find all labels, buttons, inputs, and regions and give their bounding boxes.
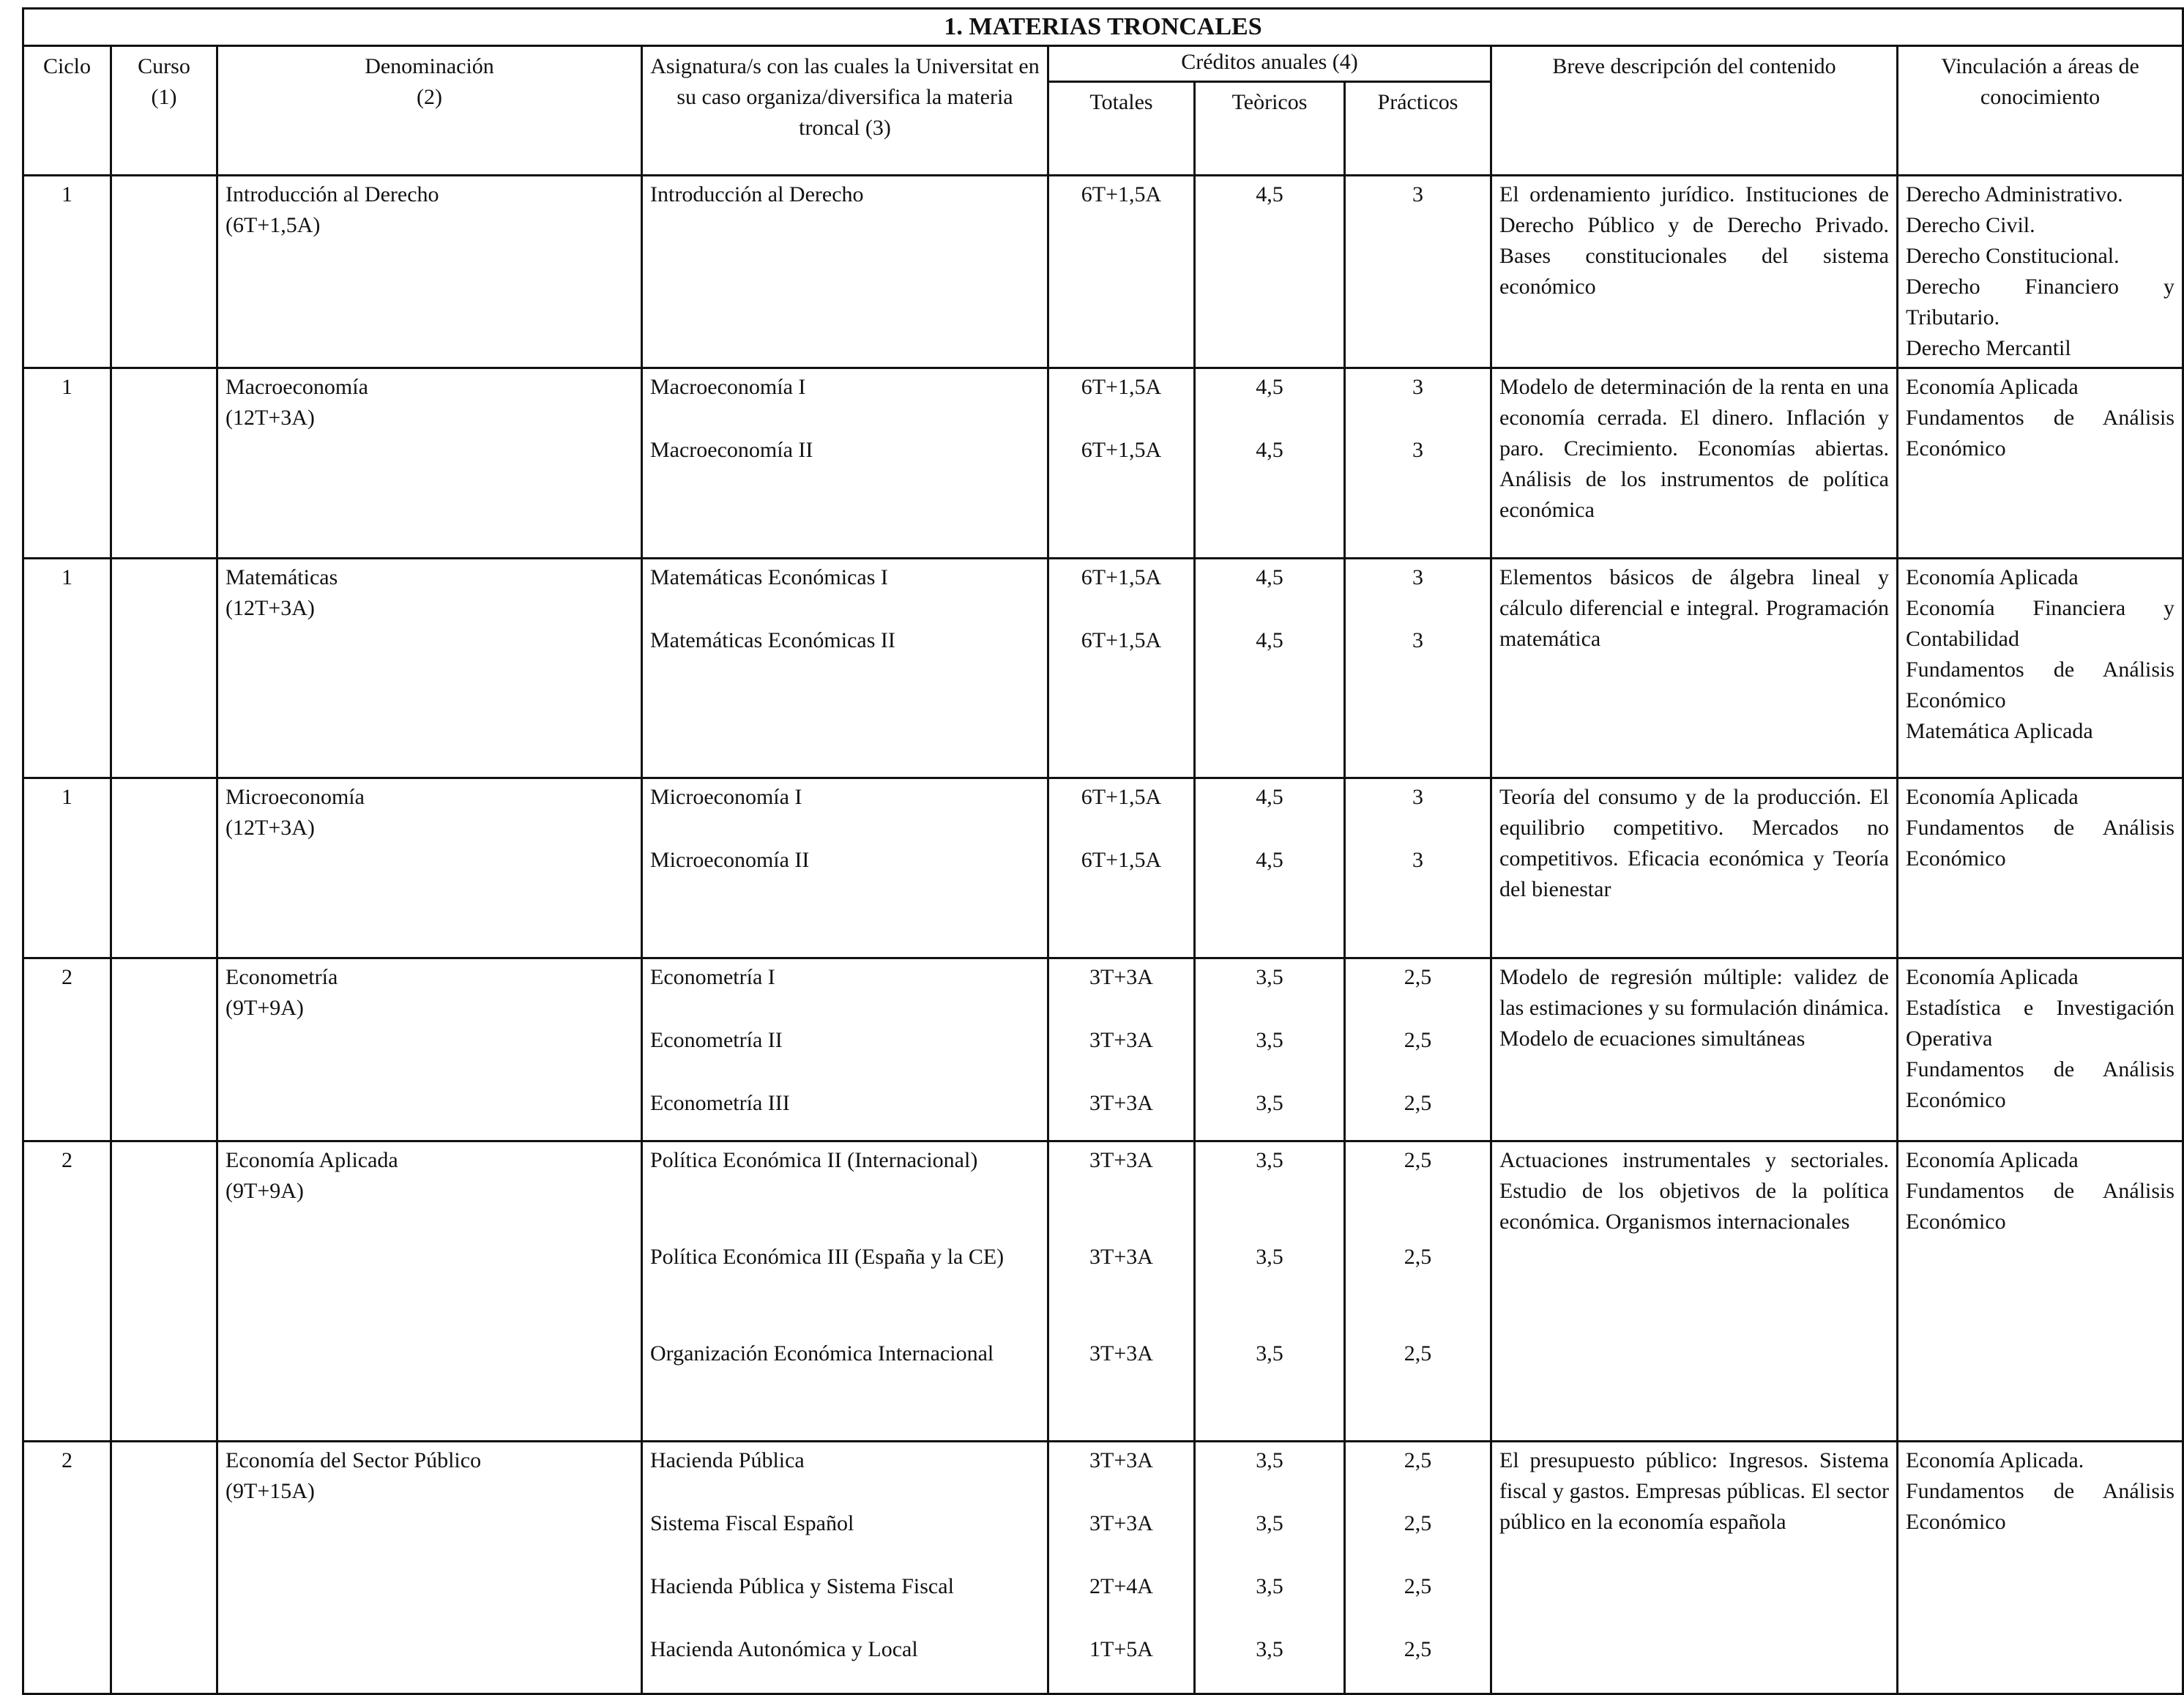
denominacion-cell xyxy=(217,778,642,958)
ciclo-cell: 1 xyxy=(23,778,111,958)
creditos-teoricos: 4,5 xyxy=(1256,847,1283,872)
vinculacion-area: Fundamentos de Análisis Económico xyxy=(1906,657,2175,712)
creditos-totales: 1T+5A xyxy=(1089,1636,1153,1661)
denominacion-name: Economía Aplicada xyxy=(226,1147,398,1172)
asignatura-name: Macroeconomía II xyxy=(650,437,813,462)
curso-cell xyxy=(111,558,217,778)
practicos-cell xyxy=(1345,368,1491,558)
practicos-cell xyxy=(1345,1441,1491,1694)
descripcion-cell: El presupuesto público: Ingresos. Sistema fiscal y gastos. Empresas públicas. El sector público en la economía española xyxy=(1491,1441,1898,1694)
teoricos-cell xyxy=(1195,1141,1345,1441)
asignatura-name: Hacienda Autonómica y Local xyxy=(650,1636,918,1661)
creditos-totales: 6T+1,5A xyxy=(1081,627,1162,652)
header-creditos: Créditos anuales (4) xyxy=(1048,45,1491,81)
header-practicos: Prácticos xyxy=(1345,81,1491,175)
ciclo-cell: 1 xyxy=(23,175,111,368)
totales-cell xyxy=(1048,958,1195,1141)
table-row xyxy=(23,778,2183,958)
asignaturas-cell xyxy=(642,175,1048,368)
creditos-practicos: 2,5 xyxy=(1404,1448,1432,1472)
creditos-totales: 2T+4A xyxy=(1089,1573,1153,1598)
vinculacion-area: Economía Financiera y Contabilidad xyxy=(1906,595,2175,651)
header-ciclo: Ciclo xyxy=(23,45,111,175)
denominacion-credits: (9T+15A) xyxy=(226,1478,315,1503)
creditos-teoricos: 3,5 xyxy=(1256,1027,1283,1052)
totales-cell xyxy=(1048,1441,1195,1694)
table-row xyxy=(23,1441,2183,1694)
creditos-teoricos: 3,5 xyxy=(1256,1244,1283,1269)
denominacion-cell xyxy=(217,1141,642,1441)
creditos-teoricos: 4,5 xyxy=(1256,182,1283,206)
creditos-teoricos: 3,5 xyxy=(1256,1510,1283,1535)
vinculacion-area: Estadística e Investigación Operativa xyxy=(1906,995,2175,1051)
creditos-practicos: 3 xyxy=(1412,565,1423,589)
creditos-totales: 6T+1,5A xyxy=(1081,565,1162,589)
vinculacion-area: Economía Aplicada xyxy=(1906,565,2079,589)
header-teoricos: Teòricos xyxy=(1195,81,1345,175)
vinculacion-area: Economía Aplicada xyxy=(1906,784,2079,809)
creditos-teoricos: 3,5 xyxy=(1256,1448,1283,1472)
creditos-totales: 3T+3A xyxy=(1089,1027,1153,1052)
asignatura-name: Macroeconomía I xyxy=(650,374,806,399)
asignatura-name: Política Económica III (España y la CE) xyxy=(650,1244,1005,1269)
asignaturas-cell xyxy=(642,558,1048,778)
practicos-cell xyxy=(1345,558,1491,778)
curso-cell xyxy=(111,778,217,958)
header-denominacion-label: Denominación xyxy=(365,53,494,78)
asignatura-name: Econometría I xyxy=(650,964,775,989)
creditos-practicos: 2,5 xyxy=(1404,1090,1432,1115)
vinculacion-area: Fundamentos de Análisis Económico xyxy=(1906,815,2175,871)
vinculacion-area: Derecho Civil. xyxy=(1906,212,2035,237)
denominacion-cell xyxy=(217,175,642,368)
creditos-teoricos: 3,5 xyxy=(1256,1341,1283,1366)
vinculacion-area: Derecho Financiero y Tributario. xyxy=(1906,274,2175,329)
asignatura-name: Hacienda Pública y Sistema Fiscal xyxy=(650,1573,954,1598)
header-asignaturas: Asignatura/s con las cuales la Universitat en su caso organiza/diversifica la materia troncal (3) xyxy=(642,45,1048,175)
totales-cell xyxy=(1048,175,1195,368)
vinculacion-cell xyxy=(1898,958,2183,1141)
ciclo-cell: 2 xyxy=(23,1141,111,1441)
creditos-totales: 3T+3A xyxy=(1089,1090,1153,1115)
denominacion-name: Microeconomía xyxy=(226,784,365,809)
vinculacion-cell xyxy=(1898,558,2183,778)
header-descripcion: Breve descripción del contenido xyxy=(1491,45,1898,175)
creditos-practicos: 3 xyxy=(1412,847,1423,872)
header-vinculacion: Vinculación a áreas de conocimiento xyxy=(1898,45,2183,175)
asignaturas-cell xyxy=(642,958,1048,1141)
materias-troncales-table xyxy=(22,7,2184,1695)
creditos-practicos: 2,5 xyxy=(1404,964,1432,989)
descripcion-cell: Actuaciones instrumentales y sectoriales. Estudio de los objetivos de la política económica. Organismos internacionales xyxy=(1491,1141,1898,1441)
asignaturas-cell xyxy=(642,368,1048,558)
totales-cell xyxy=(1048,368,1195,558)
denominacion-name: Economía del Sector Público xyxy=(226,1448,482,1472)
ciclo-cell: 1 xyxy=(23,368,111,558)
totales-cell xyxy=(1048,558,1195,778)
curso-cell xyxy=(111,1141,217,1441)
creditos-practicos: 3 xyxy=(1412,437,1423,462)
asignatura-name: Matemáticas Económicas II xyxy=(650,627,895,652)
denominacion-cell xyxy=(217,558,642,778)
creditos-teoricos: 4,5 xyxy=(1256,565,1283,589)
ciclo-cell: 2 xyxy=(23,1441,111,1694)
creditos-totales: 3T+3A xyxy=(1089,1448,1153,1472)
header-curso xyxy=(111,45,217,175)
creditos-teoricos: 3,5 xyxy=(1256,1573,1283,1598)
asignatura-name: Política Económica II (Internacional) xyxy=(650,1147,978,1172)
vinculacion-cell xyxy=(1898,368,2183,558)
vinculacion-cell xyxy=(1898,1441,2183,1694)
teoricos-cell xyxy=(1195,778,1345,958)
ciclo-cell: 1 xyxy=(23,558,111,778)
teoricos-cell xyxy=(1195,175,1345,368)
asignatura-name: Introducción al Derecho xyxy=(650,182,864,206)
vinculacion-area: Economía Aplicada xyxy=(1906,964,2079,989)
creditos-teoricos: 3,5 xyxy=(1256,1090,1283,1115)
creditos-totales: 3T+3A xyxy=(1089,964,1153,989)
denominacion-credits: (9T+9A) xyxy=(226,1178,304,1203)
creditos-totales: 6T+1,5A xyxy=(1081,437,1162,462)
asignaturas-cell xyxy=(642,1441,1048,1694)
creditos-teoricos: 4,5 xyxy=(1256,784,1283,809)
denominacion-name: Macroeconomía xyxy=(226,374,368,399)
vinculacion-area: Economía Aplicada xyxy=(1906,1147,2079,1172)
creditos-totales: 3T+3A xyxy=(1089,1510,1153,1535)
creditos-totales: 6T+1,5A xyxy=(1081,182,1162,206)
teoricos-cell xyxy=(1195,1441,1345,1694)
creditos-practicos: 3 xyxy=(1412,784,1423,809)
asignatura-name: Matemáticas Económicas I xyxy=(650,565,888,589)
descripcion-cell: Elementos básicos de álgebra lineal y cálculo diferencial e integral. Programación matemática xyxy=(1491,558,1898,778)
creditos-totales: 6T+1,5A xyxy=(1081,847,1162,872)
denominacion-credits: (12T+3A) xyxy=(226,405,315,430)
descripcion-cell: Modelo de regresión múltiple: validez de las estimaciones y su formulación dinámica. Modelo de ecuaciones simultáneas xyxy=(1491,958,1898,1141)
vinculacion-area: Fundamentos de Análisis Económico xyxy=(1906,405,2175,461)
practicos-cell xyxy=(1345,1141,1491,1441)
creditos-teoricos: 4,5 xyxy=(1256,437,1283,462)
header-curso-note: (1) xyxy=(151,84,177,109)
descripcion-cell: El ordenamiento jurídico. Instituciones de Derecho Público y de Derecho Privado. Bases constitucionales del sistema económico xyxy=(1491,175,1898,368)
denominacion-credits: (9T+9A) xyxy=(226,995,304,1020)
denominacion-name: Econometría xyxy=(226,964,338,989)
denominacion-credits: (12T+3A) xyxy=(226,595,315,620)
denominacion-name: Matemáticas xyxy=(226,565,338,589)
asignatura-name: Microeconomía II xyxy=(650,847,810,872)
curso-cell xyxy=(111,175,217,368)
creditos-totales: 3T+3A xyxy=(1089,1244,1153,1269)
asignatura-name: Hacienda Pública xyxy=(650,1448,805,1472)
creditos-teoricos: 3,5 xyxy=(1256,1636,1283,1661)
ciclo-cell: 2 xyxy=(23,958,111,1141)
header-curso-label: Curso xyxy=(138,53,190,78)
teoricos-cell xyxy=(1195,368,1345,558)
asignaturas-cell xyxy=(642,1141,1048,1441)
denominacion-credits: (12T+3A) xyxy=(226,815,315,840)
table-row xyxy=(23,175,2183,368)
practicos-cell xyxy=(1345,778,1491,958)
header-totales: Totales xyxy=(1048,81,1195,175)
curso-cell xyxy=(111,958,217,1141)
asignatura-name: Sistema Fiscal Español xyxy=(650,1510,854,1535)
totales-cell xyxy=(1048,1141,1195,1441)
teoricos-cell xyxy=(1195,558,1345,778)
curso-cell xyxy=(111,368,217,558)
vinculacion-area: Fundamentos de Análisis Económico xyxy=(1906,1178,2175,1234)
creditos-practicos: 3 xyxy=(1412,627,1423,652)
creditos-totales: 3T+3A xyxy=(1089,1341,1153,1366)
practicos-cell xyxy=(1345,958,1491,1141)
practicos-cell xyxy=(1345,175,1491,368)
creditos-practicos: 2,5 xyxy=(1404,1147,1432,1172)
table-row xyxy=(23,368,2183,558)
creditos-practicos: 3 xyxy=(1412,182,1423,206)
vinculacion-cell xyxy=(1898,1141,2183,1441)
asignatura-name: Econometría II xyxy=(650,1027,783,1052)
asignatura-name: Econometría III xyxy=(650,1090,790,1115)
vinculacion-area: Fundamentos de Análisis Económico xyxy=(1906,1057,2175,1112)
creditos-practicos: 2,5 xyxy=(1404,1341,1432,1366)
vinculacion-area: Derecho Administrativo. xyxy=(1906,182,2123,206)
denominacion-cell xyxy=(217,368,642,558)
vinculacion-area: Fundamentos de Análisis Económico xyxy=(1906,1478,2175,1534)
denominacion-credits: (6T+1,5A) xyxy=(226,212,321,237)
descripcion-cell: Teoría del consumo y de la producción. El equilibrio competitivo. Mercados no competitivos. Eficacia económica y Teoría del bienestar xyxy=(1491,778,1898,958)
teoricos-cell xyxy=(1195,958,1345,1141)
descripcion-cell: Modelo de determinación de la renta en una economía cerrada. El dinero. Inflación y paro. Crecimiento. Economías abiertas. Análisis de los instrumentos de política económica xyxy=(1491,368,1898,558)
creditos-teoricos: 3,5 xyxy=(1256,1147,1283,1172)
table-row xyxy=(23,1141,2183,1441)
creditos-practicos: 2,5 xyxy=(1404,1636,1432,1661)
vinculacion-cell xyxy=(1898,778,2183,958)
creditos-totales: 3T+3A xyxy=(1089,1147,1153,1172)
vinculacion-area: Economía Aplicada xyxy=(1906,374,2079,399)
asignatura-name: Organización Económica Internacional xyxy=(650,1341,994,1366)
header-denominacion-note: (2) xyxy=(417,84,442,109)
creditos-practicos: 2,5 xyxy=(1404,1573,1432,1598)
creditos-practicos: 3 xyxy=(1412,374,1423,399)
asignaturas-cell xyxy=(642,778,1048,958)
creditos-practicos: 2,5 xyxy=(1404,1510,1432,1535)
table-title: 1. MATERIAS TRONCALES xyxy=(23,9,2183,46)
vinculacion-area: Matemática Aplicada xyxy=(1906,718,2093,743)
table-body xyxy=(23,175,2183,1694)
vinculacion-area: Economía Aplicada. xyxy=(1906,1448,2084,1472)
table-row xyxy=(23,958,2183,1141)
vinculacion-area: Derecho Mercantil xyxy=(1906,335,2071,360)
totales-cell xyxy=(1048,778,1195,958)
asignatura-name: Microeconomía I xyxy=(650,784,802,809)
creditos-teoricos: 3,5 xyxy=(1256,964,1283,989)
creditos-totales: 6T+1,5A xyxy=(1081,784,1162,809)
denominacion-cell xyxy=(217,1441,642,1694)
creditos-teoricos: 4,5 xyxy=(1256,374,1283,399)
vinculacion-area: Derecho Constitucional. xyxy=(1906,243,2120,268)
creditos-teoricos: 4,5 xyxy=(1256,627,1283,652)
header-denominacion xyxy=(217,45,642,175)
vinculacion-cell xyxy=(1898,175,2183,368)
denominacion-cell xyxy=(217,958,642,1141)
denominacion-name: Introducción al Derecho xyxy=(226,182,439,206)
table-row xyxy=(23,558,2183,778)
creditos-totales: 6T+1,5A xyxy=(1081,374,1162,399)
creditos-practicos: 2,5 xyxy=(1404,1244,1432,1269)
curso-cell xyxy=(111,1441,217,1694)
creditos-practicos: 2,5 xyxy=(1404,1027,1432,1052)
